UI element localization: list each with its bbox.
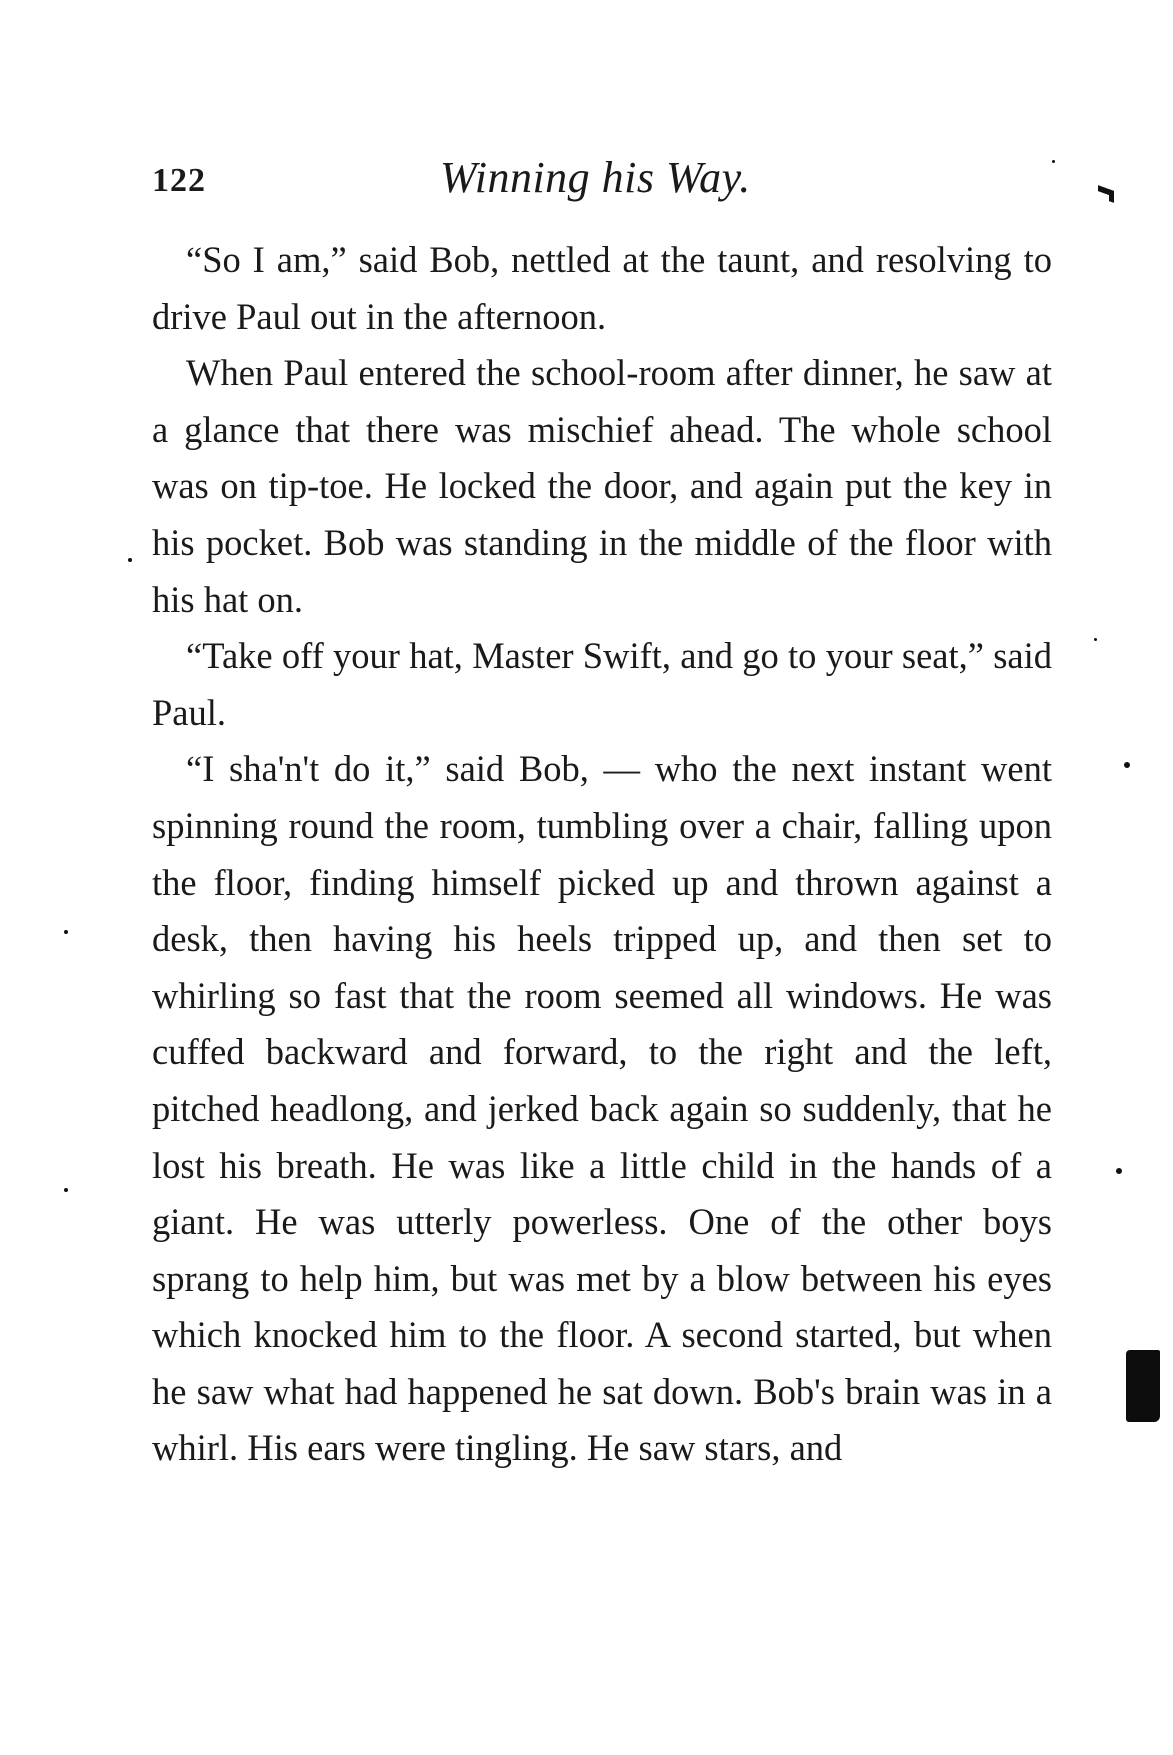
scan-speck — [1116, 1168, 1122, 1174]
paragraph: “I sha'n't do it,” said Bob, — who the next instant went spinning round the room, tumbling over a chair, falling upon the floor, finding himself picked up and thrown against a desk, then having his heels tripped up, and then set to whirling so fast that the room seemed all windows. He was cuffed backward and forward, to the right and the left, pitched headlong, and jerked back again so suddenly, that he lost his breath. He was like a little child in the hands of a giant. He was utterly powerless. One of the other boys sprang to help him, but was met by a blow between his eyes which knocked him to the floor. A second started, but when he saw what had happened he sat down. Bob's brain was in a whirl. His ears were tingling. He saw stars, and — [152, 748, 1052, 1469]
ink-mark — [1098, 185, 1114, 197]
body-text — [152, 232, 1052, 1477]
scan-speck — [64, 930, 68, 934]
scan-speck — [1124, 762, 1130, 768]
scan-blot — [1126, 1350, 1160, 1422]
scan-speck — [1052, 160, 1055, 163]
scan-speck — [64, 1188, 68, 1192]
paragraph: When Paul entered the school-room after dinner, he saw at a glance that there was mischief ahead. The whole school was on tip-toe. He locked the door, and again put the key in his pocket. Bob was standing in the middle of the floor with his hat on. — [152, 352, 1052, 620]
scan-speck — [1094, 638, 1097, 641]
running-title: Winning his Way. — [440, 153, 751, 202]
running-head — [152, 152, 1052, 212]
paragraph: “So I am,” said Bob, nettled at the taunt, and resolving to drive Paul out in the afternoon. — [152, 239, 1052, 337]
page-number: 122 — [152, 162, 206, 199]
paragraph: “Take off your hat, Master Swift, and go to your seat,” said Paul. — [152, 635, 1052, 733]
scan-speck — [128, 558, 132, 562]
